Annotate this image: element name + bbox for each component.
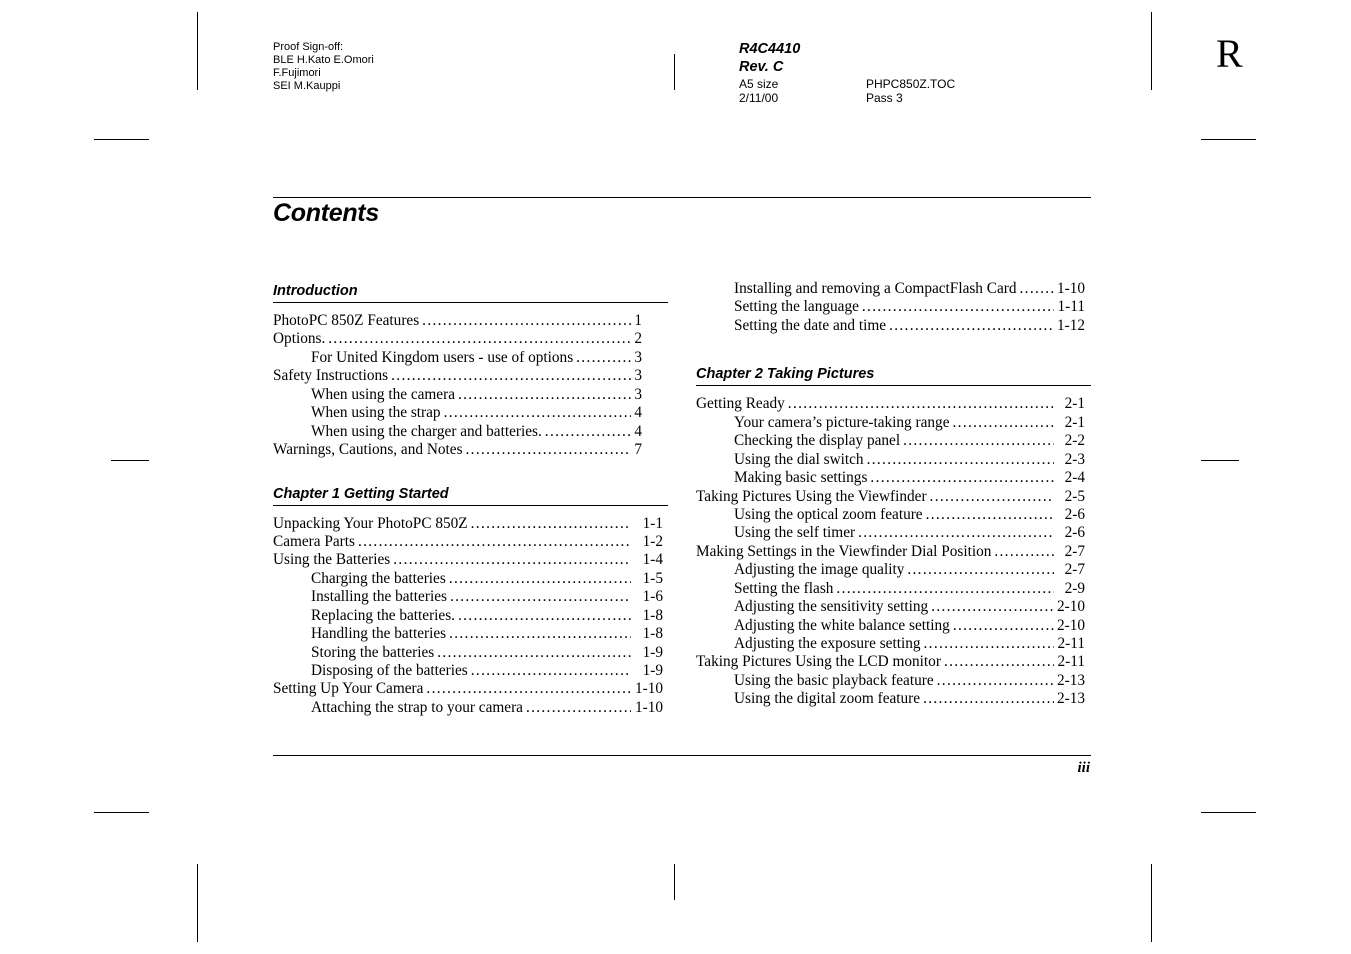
toc-entry[interactable]: [696, 653, 1085, 671]
toc-entry[interactable]: [696, 414, 1085, 432]
toc-dot-leader: [836, 580, 1054, 598]
toc-entry-title: Setting the language: [734, 298, 859, 316]
toc-entry[interactable]: [696, 580, 1085, 598]
toc-dot-leader: [466, 441, 631, 459]
toc-entry-page: 2-2: [1064, 432, 1085, 450]
toc-dot-leader: [450, 588, 631, 606]
toc-entry-page: 1-9: [642, 662, 663, 679]
toc-entry[interactable]: [696, 635, 1085, 653]
toc-entry-page: 2-11: [1057, 653, 1085, 671]
toc-entry-page: 2: [634, 330, 642, 348]
file-name: PHPC850Z.TOC: [866, 77, 956, 91]
proof-signoff-line: SEI M.Kauppi: [273, 80, 341, 92]
toc-entry-title: Handling the batteries: [311, 625, 447, 643]
toc-entry[interactable]: [273, 312, 642, 330]
registration-letter: R: [1216, 31, 1243, 76]
toc-entry-title: Setting Up Your Camera: [273, 680, 424, 698]
toc-entry-title: Adjusting the white balance setting: [734, 616, 950, 634]
toc-entry[interactable]: [696, 451, 1085, 469]
toc-entry-title: Your camera’s picture-taking range: [734, 413, 950, 431]
toc-entry[interactable]: [696, 617, 1085, 635]
toc-dot-leader: [867, 451, 1054, 469]
toc-dot-leader: [576, 349, 631, 367]
toc-entry[interactable]: [273, 662, 663, 680]
crop-mark-left-upper: [94, 139, 149, 140]
toc-entry-page: 2-7: [1064, 561, 1085, 579]
toc-dot-leader: [393, 551, 631, 569]
section-heading-chapter-2: Chapter 2 Taking Pictures: [696, 363, 1091, 386]
toc-list-chapter-1-continued: [696, 280, 1085, 335]
crop-mark-bottom-left: [197, 864, 198, 942]
toc-entry-title: Using the digital zoom feature: [734, 690, 921, 708]
toc-entry-page: 2-5: [1064, 487, 1085, 505]
toc-entry-title: Installing the batteries: [311, 588, 447, 606]
toc-entry-title: Safety Instructions: [273, 367, 389, 385]
toc-entry[interactable]: [696, 598, 1085, 616]
toc-entry[interactable]: [273, 423, 642, 441]
toc-dot-leader: [953, 414, 1054, 432]
toc-entry-page: 2-6: [1064, 524, 1085, 542]
toc-entry-page: 1-10: [634, 698, 663, 716]
toc-entry[interactable]: [696, 395, 1085, 413]
toc-entry-page: 4: [634, 422, 642, 440]
section-heading-chapter-1: Chapter 1 Getting Started: [273, 483, 668, 506]
proof-date: 2/11/00: [739, 91, 779, 105]
toc-entry-page: 1-10: [634, 680, 663, 698]
toc-entry-page: 2-7: [1064, 542, 1085, 560]
toc-entry-page: 1-1: [642, 514, 663, 532]
toc-entry-page: 3: [634, 367, 642, 385]
crop-mark-bottom-center: [674, 864, 675, 900]
page-number: iii: [1077, 760, 1090, 776]
toc-dot-leader: [944, 653, 1054, 671]
toc-dot-leader: [471, 662, 631, 680]
toc-dot-leader: [1020, 280, 1054, 298]
crop-mark-bottom-right: [1151, 864, 1152, 942]
toc-entry-title: When using the charger and batteries.: [311, 422, 542, 440]
toc-entry[interactable]: [273, 607, 663, 625]
toc-dot-leader: [437, 644, 631, 662]
toc-entry-page: 1-12: [1056, 316, 1085, 334]
toc-entry-title: For United Kingdom users - use of options: [311, 348, 574, 366]
toc-entry[interactable]: [273, 404, 642, 422]
toc-entry-title: Adjusting the image quality: [734, 561, 905, 579]
toc-dot-leader: [358, 533, 631, 551]
toc-entry[interactable]: [273, 515, 663, 533]
toc-entry-title: Adjusting the exposure setting: [734, 635, 921, 652]
toc-dot-leader: [526, 699, 631, 717]
toc-entry-page: 2-4: [1064, 469, 1085, 487]
toc-entry[interactable]: [696, 672, 1085, 690]
toc-entry[interactable]: [273, 330, 642, 348]
toc-dot-leader: [930, 488, 1054, 506]
toc-entry-page: 1-8: [642, 606, 663, 624]
toc-entry-title: PhotoPC 850Z Features: [273, 312, 420, 329]
toc-entry[interactable]: [273, 570, 663, 588]
crop-mark-top-right: [1151, 12, 1152, 90]
toc-entry-page: 1-8: [642, 625, 663, 643]
toc-dot-leader: [788, 395, 1054, 413]
crop-mark-right-upper: [1201, 139, 1256, 140]
toc-entry-title: Using the self timer: [734, 524, 856, 542]
toc-entry-page: 3: [634, 385, 642, 403]
toc-entry-page: 2-1: [1064, 395, 1085, 413]
toc-entry[interactable]: [273, 588, 663, 606]
toc-entry-page: 1-9: [642, 643, 663, 661]
toc-entry-title: Making basic settings: [734, 469, 868, 487]
crop-mark-right-middle: [1201, 460, 1239, 461]
toc-entry-title: Installing and removing a CompactFlash Card: [734, 280, 1017, 297]
toc-dot-leader: [328, 330, 631, 348]
toc-dot-leader: [907, 561, 1054, 579]
toc-entry-page: 7: [634, 441, 642, 459]
toc-entry[interactable]: [273, 625, 663, 643]
toc-entry-title: Setting the flash: [734, 579, 834, 597]
toc-dot-leader: [458, 386, 631, 404]
toc-entry-title: Getting Ready: [696, 395, 785, 413]
toc-entry[interactable]: [696, 561, 1085, 579]
toc-entry-page: 4: [634, 404, 642, 422]
toc-entry-page: 2-9: [1064, 579, 1085, 597]
toc-entry-page: 1-10: [1056, 280, 1085, 297]
toc-dot-leader: [924, 635, 1054, 653]
paper-size: A5 size: [739, 77, 779, 91]
toc-entry-page: 1-5: [642, 569, 663, 587]
proof-code-block: [739, 40, 800, 76]
toc-entry[interactable]: [273, 441, 642, 459]
toc-entry[interactable]: [273, 644, 663, 662]
toc-entry-page: 2-10: [1056, 598, 1085, 616]
toc-entry-page: 1-6: [642, 588, 663, 606]
toc-right-column: [696, 280, 1091, 709]
toc-entry-title: Taking Pictures Using the Viewfinder: [696, 487, 927, 505]
toc-entry[interactable]: [696, 432, 1085, 450]
toc-entry-page: 1-4: [642, 551, 663, 569]
toc-entry[interactable]: [696, 298, 1085, 316]
toc-entry[interactable]: [696, 543, 1085, 561]
document-revision: Rev. C: [739, 59, 784, 75]
document-code: R4C4410: [739, 41, 801, 57]
toc-entry-page: 1-11: [1057, 298, 1085, 316]
toc-entry-title: Storing the batteries: [311, 643, 435, 661]
toc-entry-title: Options.: [273, 330, 326, 348]
toc-entry[interactable]: [273, 680, 663, 698]
toc-entry-title: Attaching the strap to your camera: [311, 698, 523, 716]
toc-entry[interactable]: [696, 317, 1085, 335]
page-title: Contents: [273, 199, 379, 227]
footer-rule: [273, 755, 1091, 756]
toc-entry-title: Checking the display panel: [734, 432, 901, 450]
toc-entry-page: 2-13: [1056, 690, 1085, 708]
toc-dot-leader: [937, 672, 1054, 690]
proof-signoff-block: [273, 41, 374, 93]
toc-dot-leader: [449, 570, 631, 588]
toc-dot-leader: [449, 625, 631, 643]
toc-entry[interactable]: [273, 367, 642, 385]
toc-entry-page: 2-11: [1057, 635, 1085, 652]
proof-pass: Pass 3: [866, 91, 903, 105]
toc-list-chapter-1: [273, 515, 663, 718]
toc-dot-leader: [422, 312, 631, 330]
toc-entry-page: 3: [634, 348, 642, 366]
toc-dot-leader: [458, 607, 631, 625]
toc-entry[interactable]: [273, 533, 663, 551]
toc-entry[interactable]: [696, 690, 1085, 708]
proof-signoff-line: BLE H.Kato E.Omori: [273, 54, 374, 66]
toc-entry-title: When using the camera: [311, 385, 455, 403]
title-rule: [273, 197, 1091, 198]
crop-mark-left-lower: [94, 812, 149, 813]
toc-entry-title: Unpacking Your PhotoPC 850Z: [273, 514, 468, 532]
toc-entry-title: Disposing of the batteries: [311, 662, 468, 679]
toc-entry-page: 2-3: [1064, 450, 1085, 468]
toc-entry-page: 2-13: [1056, 671, 1085, 689]
toc-dot-leader: [994, 543, 1054, 561]
toc-entry-title: When using the strap: [311, 404, 441, 422]
toc-entry-title: Adjusting the sensitivity setting: [734, 598, 929, 616]
toc-entry-title: Charging the batteries: [311, 569, 446, 587]
toc-dot-leader: [926, 506, 1054, 524]
toc-dot-leader: [858, 524, 1054, 542]
proof-signoff-line: F.Fujimori: [273, 67, 321, 79]
toc-entry-title: Taking Pictures Using the LCD monitor: [696, 653, 941, 671]
toc-entry[interactable]: [696, 506, 1085, 524]
toc-entry-title: Using the optical zoom feature: [734, 505, 923, 523]
toc-entry-page: 2-1: [1064, 413, 1085, 431]
toc-dot-leader: [391, 367, 631, 385]
toc-list-introduction: [273, 312, 642, 460]
toc-entry-title: Warnings, Cautions, and Notes: [273, 441, 463, 459]
toc-entry-page: 2-10: [1056, 616, 1085, 634]
toc-dot-leader: [426, 680, 631, 698]
toc-dot-leader: [889, 317, 1054, 335]
toc-dot-leader: [931, 598, 1054, 616]
toc-entry[interactable]: [696, 488, 1085, 506]
toc-entry[interactable]: [273, 551, 663, 569]
toc-dot-leader: [953, 617, 1054, 635]
toc-dot-leader: [545, 423, 631, 441]
toc-entry-title: Camera Parts: [273, 532, 355, 550]
toc-dot-leader: [870, 469, 1054, 487]
toc-entry[interactable]: [273, 386, 642, 404]
toc-entry-title: Using the Batteries: [273, 551, 391, 569]
proof-meta-block: [739, 77, 955, 105]
toc-entry-page: 1: [634, 312, 642, 329]
crop-mark-top-left: [197, 12, 198, 90]
toc-entry-title: Setting the date and time: [734, 316, 887, 334]
toc-left-column: [273, 280, 668, 717]
toc-list-chapter-2: [696, 395, 1085, 708]
toc-entry[interactable]: [273, 349, 642, 367]
crop-mark-left-middle: [111, 460, 149, 461]
toc-entry[interactable]: [696, 280, 1085, 298]
toc-dot-leader: [862, 298, 1054, 316]
toc-entry-title: Replacing the batteries.: [311, 606, 455, 624]
toc-entry-page: 1-2: [642, 532, 663, 550]
toc-dot-leader: [923, 690, 1054, 708]
toc-entry-title: Using the dial switch: [734, 450, 864, 468]
toc-entry[interactable]: [696, 524, 1085, 542]
toc-entry-title: Using the basic playback feature: [734, 671, 934, 689]
proof-signoff-label: Proof Sign-off:: [273, 41, 344, 53]
toc-entry-title: Making Settings in the Viewfinder Dial Position: [696, 542, 992, 560]
toc-entry[interactable]: [696, 469, 1085, 487]
toc-entry[interactable]: [273, 699, 663, 717]
toc-dot-leader: [903, 432, 1054, 450]
toc-dot-leader: [471, 515, 631, 533]
crop-mark-top-center: [674, 54, 675, 90]
crop-mark-right-lower: [1201, 812, 1256, 813]
section-heading-introduction: Introduction: [273, 280, 668, 303]
toc-entry-page: 2-6: [1064, 505, 1085, 523]
toc-dot-leader: [444, 404, 631, 422]
